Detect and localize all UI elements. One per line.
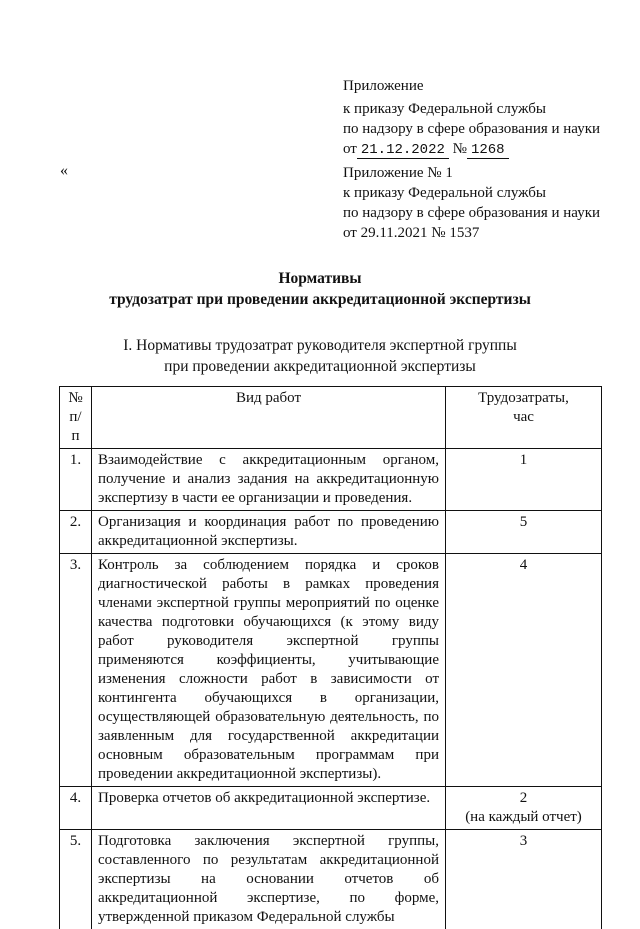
header-num-line-2: п/п (66, 408, 85, 446)
row-hours (446, 511, 602, 554)
header-num (60, 387, 92, 449)
row-hours-value: 1 (452, 451, 595, 470)
row-number: 4. (60, 787, 92, 830)
header-hours (446, 387, 602, 449)
row-hours-value: 2 (452, 789, 595, 808)
appendix1-title: Приложение № 1 (343, 163, 600, 183)
opening-quote: « (60, 162, 68, 180)
row-work: Взаимодействие с аккредитационным органом, получение и анализ задания на аккредитационную экспертизу в части ее организации и проведения. (92, 449, 446, 511)
appendix-line-3: по надзору в сфере образования и науки (343, 119, 600, 139)
row-number: 2. (60, 511, 92, 554)
row-hours-value: 3 (452, 832, 595, 851)
table-row (60, 554, 602, 787)
norms-table (59, 386, 602, 929)
row-hours (446, 554, 602, 787)
row-hours-note: (на каждый отчет) (452, 808, 595, 827)
appendix-header (343, 76, 600, 160)
header-hours-line-2: час (452, 408, 595, 427)
appendix-title: Приложение (343, 76, 600, 96)
row-number: 5. (60, 830, 92, 929)
row-hours-value: 4 (452, 556, 595, 575)
header-work: Вид работ (92, 387, 446, 449)
appendix1-header (343, 163, 600, 243)
order-date: 21.12.2022 (357, 142, 449, 159)
row-work: Контроль за соблюдением порядка и сроков диагностической работы в рамках проведения членами экспертной группы мероприятий по оценке качества подготовки обучающихся (к этому виду работ руководителя экспертной группы применяются коэффициенты, учитывающие изменения сложности работ в зависимости от контингента обучающихся в организации, осуществляющей образовательную деятельность, по заявленным для государственной аккредитации основным образовательным программам при проведении аккредитационной экспертизы). (92, 554, 446, 787)
row-number: 3. (60, 554, 92, 787)
row-hours-value: 5 (452, 513, 595, 532)
section-line-2: при проведении аккредитационной экспертизы (0, 356, 640, 377)
row-work: Организация и координация работ по проведению аккредитационной экспертизы. (92, 511, 446, 554)
row-hours (446, 449, 602, 511)
appendix1-line-2: к приказу Федеральной службы (343, 183, 600, 203)
header-num-line-1: № (66, 389, 85, 408)
row-number: 1. (60, 449, 92, 511)
title-line-2: трудозатрат при проведении аккредитационной экспертизы (0, 289, 640, 310)
number-sign: № (453, 141, 467, 157)
row-work: Подготовка заключения экспертной группы, составленного по результатам аккредитационной экспертизы на основании отчетов об аккредитационной экспертизе, по форме, утвержденной приказом Федеральной службы (92, 830, 446, 929)
row-hours (446, 787, 602, 830)
title-line-1: Нормативы (0, 268, 640, 289)
appendix-date-line (343, 139, 600, 160)
appendix1-line-3: по надзору в сфере образования и науки (343, 203, 600, 223)
appendix1-line-4: от 29.11.2021 № 1537 (343, 223, 600, 243)
section-line-1: I. Нормативы трудозатрат руководителя экспертной группы (0, 335, 640, 356)
header-hours-line-1: Трудозатраты, (452, 389, 595, 408)
appendix-line-2: к приказу Федеральной службы (343, 99, 600, 119)
table-header-row (60, 387, 602, 449)
date-prefix: от (343, 141, 357, 157)
row-work: Проверка отчетов об аккредитационной экспертизе. (92, 787, 446, 830)
order-number: 1268 (467, 142, 509, 159)
table-row (60, 787, 602, 830)
section-heading (0, 335, 640, 377)
row-hours (446, 830, 602, 929)
table-row (60, 511, 602, 554)
table-row (60, 830, 602, 929)
table-row (60, 449, 602, 511)
document-title (0, 268, 640, 310)
